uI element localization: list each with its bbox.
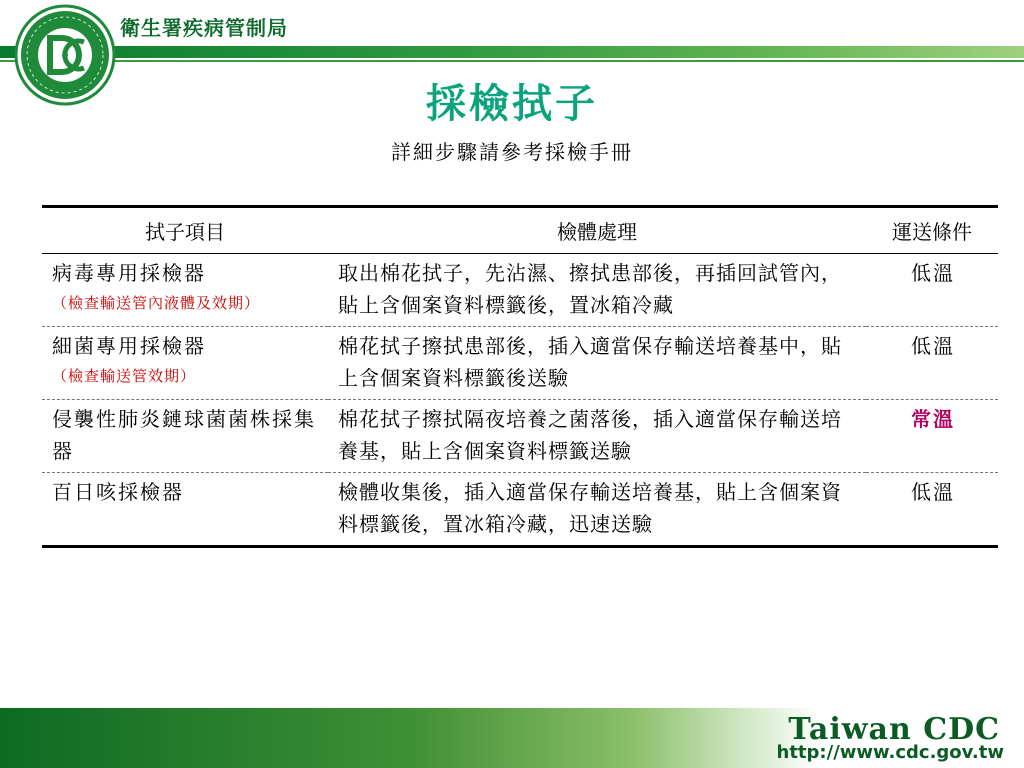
org-name: 衛生署疾病管制局 <box>120 16 288 40</box>
transport-cell: 低溫 <box>911 261 955 285</box>
item-name: 病毒專用採檢器 <box>52 261 206 285</box>
item-name: 侵襲性肺炎鏈球菌菌株採集器 <box>52 407 316 463</box>
column-header-item: 拭子項目 <box>42 207 328 254</box>
page-title: 採檢拭子 <box>426 80 598 127</box>
handling-cell: 取出棉花拭子，先沾濕、擦拭患部後，再插回試管內，貼上含個案資料標籤後，置冰箱冷藏 <box>338 261 842 317</box>
table-row <box>42 327 998 400</box>
item-cell <box>42 400 328 473</box>
handling-cell: 棉花拭子擦拭隔夜培養之菌落後，插入適當保存輸送培養基，貼上含個案資料標籤送驗 <box>328 400 866 473</box>
table-row <box>42 400 998 473</box>
item-name: 百日咳採檢器 <box>52 480 184 504</box>
transport-room-temp: 常溫 <box>911 407 955 431</box>
item-cell <box>42 254 328 327</box>
item-note: （檢查輸送管效期） <box>52 367 197 385</box>
item-name: 細菌專用採檢器 <box>52 334 206 358</box>
item-note: （檢查輸送管內液體及效期） <box>52 294 261 312</box>
table-row <box>42 473 998 547</box>
footer-url[interactable]: http://www.cdc.gov.tw <box>776 742 1004 763</box>
transport-cell <box>866 400 998 473</box>
column-header-handling: 檢體處理 <box>328 207 866 254</box>
item-cell <box>42 327 328 400</box>
footer-brand: Taiwan CDC <box>788 712 1000 747</box>
header-divider <box>0 60 1024 62</box>
item-cell <box>42 473 328 547</box>
table-row <box>42 254 998 327</box>
transport-cell: 低溫 <box>866 327 998 400</box>
handling-cell: 棉花拭子擦拭患部後，插入適當保存輸送培養基中，貼上含個案資料標籤後送驗 <box>328 327 866 400</box>
page-subtitle: 詳細步驟請參考採檢手冊 <box>391 140 633 164</box>
handling-cell: 檢體收集後，插入適當保存輸送培養基，貼上含個案資料標籤後，置冰箱冷藏，迅速送驗 <box>328 473 866 547</box>
table-header-row <box>42 207 998 254</box>
column-header-transport: 運送條件 <box>866 207 998 254</box>
header-stripe <box>0 46 1024 58</box>
transport-cell: 低溫 <box>866 473 998 547</box>
swab-table <box>42 205 998 548</box>
